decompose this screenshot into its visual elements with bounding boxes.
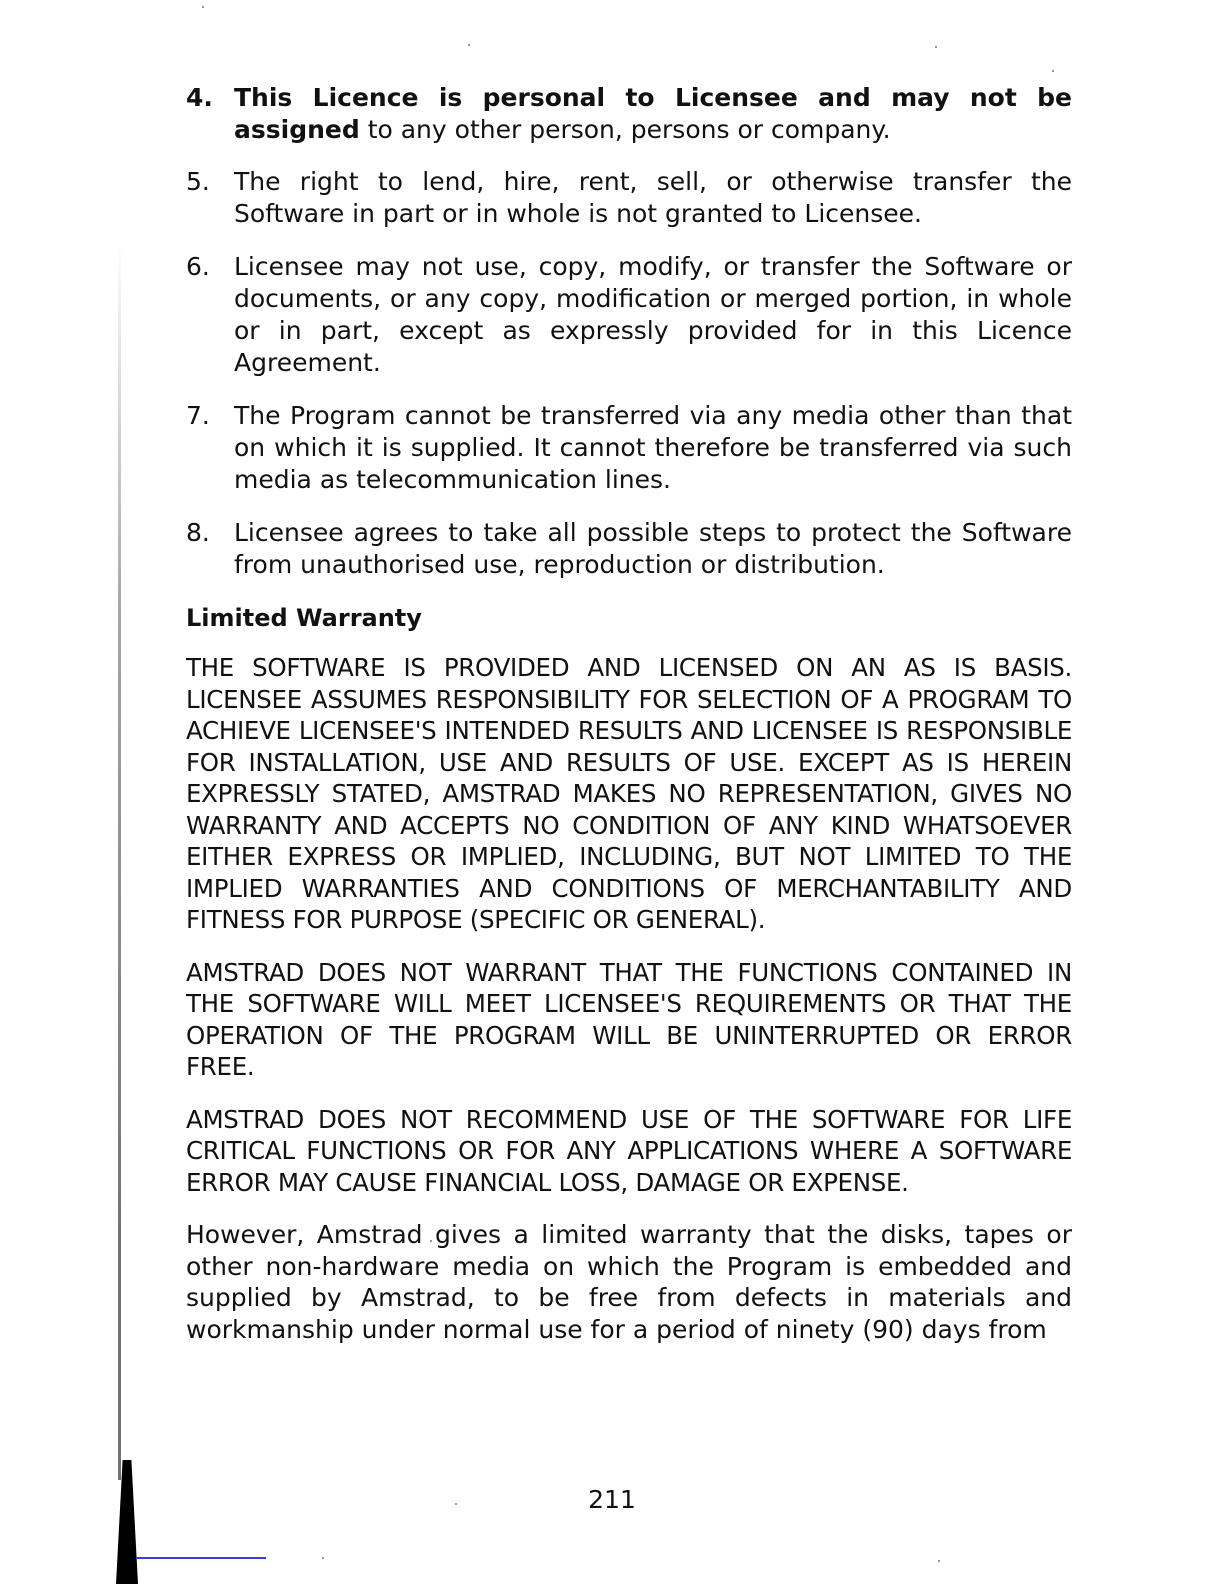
scan-artifact-line [136,1557,266,1559]
licence-clause-8 [186,517,1072,581]
scan-speck [202,6,204,8]
licence-clause-4 [186,82,1072,146]
clause-text-bold: This Licence is personal to Licensee and may not be assigned [234,83,1072,144]
document-page [186,82,1072,1365]
warranty-paragraph: AMSTRAD DOES NOT RECOMMEND USE OF THE SOFTWARE FOR LIFE CRITICAL FUNCTIONS OR FOR ANY APPLICATIONS WHERE A SOFTWARE ERROR MAY CAUSE FINANCIAL LOSS, DAMAGE OR EXPENSE. [186,1104,1072,1197]
clause-text: Licensee may not use, copy, modify, or transfer the Software or documents, or any copy, modification or merged portion, in whole or in part, except as expressly provided for in this Licence Agreement. [234,252,1072,377]
clause-text-rest: to any other person, persons or company. [359,115,891,144]
clause-text: The Program cannot be transferred via any media other than that on which it is supplied. It cannot therefore be transferred via such media as telecommunication lines. [234,401,1072,494]
scan-speck [1052,70,1054,72]
scan-speck [322,1557,324,1559]
page-number: 211 [588,1485,636,1514]
scan-speck [468,44,470,46]
licence-clause-5 [186,166,1072,230]
clause-number: 4. [186,83,213,112]
warranty-paragraph: AMSTRAD DOES NOT WARRANT THAT THE FUNCTIONS CONTAINED IN THE SOFTWARE WILL MEET LICENSEE'S REQUIREMENTS OR THAT THE OPERATION OF THE PROGRAM WILL BE UNINTERRUPTED OR ERROR FREE. [186,957,1072,1081]
clause-text: Licensee agrees to take all possible steps to protect the Software from unauthorised use, reproduction or distribution. [234,518,1072,579]
licence-clause-7 [186,400,1072,496]
section-heading: Limited Warranty [186,604,422,632]
clause-number: 8. [186,518,210,547]
licence-clause-6 [186,251,1072,379]
scan-speck [938,1560,940,1562]
clause-number: 7. [186,401,210,430]
clause-number: 5. [186,167,210,196]
scan-speck [935,46,937,48]
scan-left-edge [118,240,121,1480]
clause-number: 6. [186,252,210,281]
clause-text [234,82,1072,146]
closing-paragraph: However, Amstrad gives a limited warranty that the disks, tapes or other non-hardware media on which the Program is embedded and supplied by Amstrad, to be free from defects in materials and workmanship under normal use for a period of ninety (90) days from [186,1220,1072,1344]
clause-text: The right to lend, hire, rent, sell, or otherwise transfer the Software in part or in whole is not granted to Licensee. [234,167,1072,228]
warranty-paragraph: THE SOFTWARE IS PROVIDED AND LICENSED ON AN AS IS BASIS. LICENSEE ASSUMES RESPONSIBILITY FOR SELECTION OF A PROGRAM TO ACHIEVE LICENSEE'S INTENDED RESULTS AND LICENSEE IS RESPONSIBLE FOR INSTALLATION, USE AND RESULTS OF USE. EXCEPT AS IS HEREIN EXPRESSLY STATED, AMSTRAD MAKES NO REPRESENTATION, GIVES NO WARRANTY AND ACCEPTS NO CONDITION OF ANY KIND WHATSOEVER EITHER EXPRESS OR IMPLIED, INCLUDING, BUT NOT LIMITED TO THE IMPLIED WARRANTIES AND CONDITIONS OF MERCHANTABILITY AND FITNESS FOR PURPOSE (SPECIFIC OR GENERAL). [186,653,1072,934]
